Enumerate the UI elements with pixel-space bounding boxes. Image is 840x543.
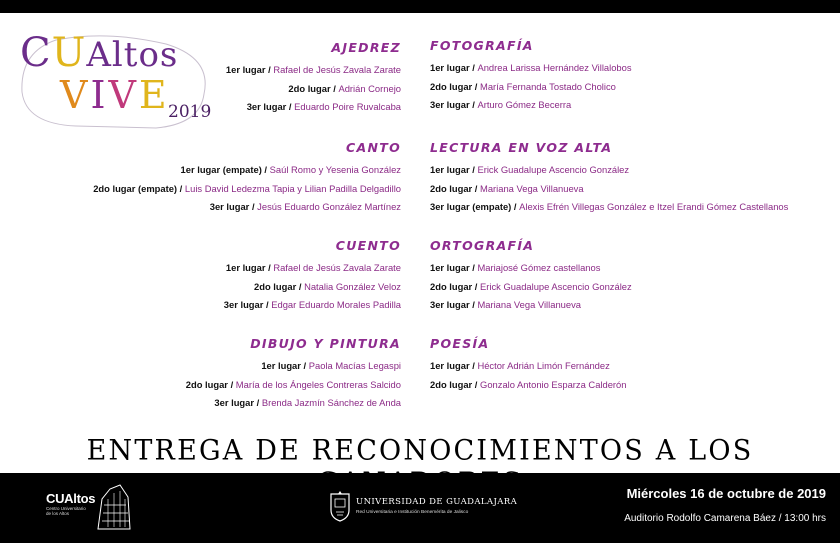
winner-name: Edgar Eduardo Morales Padilla	[271, 299, 401, 310]
logo-cualtos-letter: A	[86, 35, 112, 75]
logo-cualtos-letter: U	[51, 30, 87, 76]
event-date: Miércoles 16 de octubre de 2019	[626, 486, 826, 501]
winner-name: María Fernanda Tostado Cholico	[480, 80, 616, 92]
separator: /	[472, 182, 481, 194]
place-label: 2do lugar	[430, 280, 473, 292]
separator: /	[469, 262, 478, 273]
winner-name: Brenda Jazmín Sánchez de Anda	[261, 397, 401, 408]
place-label: 2do lugar	[185, 378, 228, 390]
place-label: 2do lugar	[430, 80, 473, 92]
winner-name: Luis David Ledezma Tapia y Lilian Padilla Delgadillo	[184, 182, 401, 194]
winner-name: Erick Guadalupe Ascencio González	[477, 164, 630, 175]
place-label: 2do lugar (empate)	[93, 182, 178, 194]
place-label: 1er lugar	[430, 62, 470, 73]
udg-title: UNIVERSIDAD DE GUADALAJARA	[356, 497, 518, 507]
place-label: 3er lugar	[246, 101, 287, 112]
logo-vive-letter: V	[60, 73, 91, 117]
udg-seal-icon	[328, 490, 352, 522]
winner-row	[93, 183, 401, 195]
winner-name: Natalia González Veloz	[304, 280, 401, 292]
place-label: 2do lugar	[288, 82, 331, 94]
place-label: 3er lugar	[209, 201, 250, 212]
winner-row	[430, 281, 632, 293]
building-icon	[94, 479, 134, 535]
place-label: 3er lugar	[430, 99, 470, 110]
place-label: 2do lugar	[430, 378, 473, 390]
winner-row	[186, 379, 401, 391]
winner-name: Paola Macías Legaspi	[308, 360, 401, 371]
place-label: 1er lugar	[430, 262, 470, 273]
winner-row	[430, 183, 584, 195]
winner-name: Rafael de Jesús Zavala Zarate	[273, 64, 401, 75]
category-title: CANTO	[346, 140, 401, 155]
cualtos-footer-logo-text: CUAltos	[46, 491, 96, 506]
winner-row	[224, 299, 401, 311]
winner-name: Alexis Efrén Villegas González e Itzel Erandi Gómez Castellanos	[519, 201, 789, 212]
place-label: 3er lugar	[430, 299, 470, 310]
category-title: FOTOGRAFÍA	[430, 38, 534, 53]
place-label: 3er lugar	[214, 397, 255, 408]
place-label: 3er lugar (empate)	[430, 201, 512, 212]
winner-name: Arturo Gómez Becerra	[477, 99, 572, 110]
winner-row	[430, 62, 632, 74]
cualtos-footer-logo	[46, 491, 95, 516]
winner-row	[430, 99, 571, 111]
place-label: 1er lugar	[430, 164, 470, 175]
footer	[0, 473, 840, 543]
event-venue-time: Auditorio Rodolfo Camarena Báez / 13:00 hrs	[624, 513, 826, 524]
category-title: LECTURA EN VOZ ALTA	[430, 140, 613, 155]
logo-year: 2019	[168, 102, 212, 122]
winner-name: María de los Ángeles Contreras Salcido	[235, 378, 401, 390]
winner-name: Rafael de Jesús Zavala Zarate	[273, 262, 401, 273]
winner-row	[430, 262, 600, 274]
separator: /	[469, 299, 478, 310]
winner-row	[430, 379, 626, 391]
top-bar	[0, 0, 840, 13]
place-label: 1er lugar (empate)	[180, 164, 262, 175]
winner-name: Andrea Larissa Hernández Villalobos	[477, 62, 632, 73]
logo-word-cualtos	[20, 30, 179, 76]
logo-vive-letter: I	[90, 73, 109, 117]
separator: /	[472, 80, 481, 92]
separator: /	[227, 378, 236, 390]
awards-banner: ENTREGA DE RECONOCIMIENTOS A LOS	[86, 434, 754, 467]
winner-name: Mariana Vega Villanueva	[480, 182, 584, 194]
separator: /	[177, 182, 185, 194]
winner-row	[261, 360, 401, 372]
winner-name: Gonzalo Antonio Esparza Calderón	[480, 378, 627, 390]
logo-cualtos-letter: o	[138, 35, 160, 75]
cualtos-footer-logo-subtitle: Centro Universitario de los Altos	[46, 506, 86, 516]
separator: /	[469, 164, 478, 175]
winner-name: Héctor Adrián Limón Fernández	[477, 360, 610, 371]
separator: /	[261, 164, 270, 175]
winner-name: Mariana Vega Villanueva	[477, 299, 581, 310]
winner-name: Erick Guadalupe Ascencio González	[480, 280, 632, 292]
separator: /	[265, 262, 274, 273]
winner-row	[430, 360, 610, 372]
category-title: CUENTO	[335, 238, 401, 253]
separator: /	[330, 82, 339, 94]
separator: /	[254, 397, 262, 408]
category-title: DIBUJO Y PINTURA	[250, 336, 401, 351]
logo-cualtos-letter: t	[123, 35, 139, 75]
winner-name: Adrián Cornejo	[338, 82, 401, 94]
logo-cualtos-letter: l	[111, 35, 124, 75]
separator: /	[472, 378, 481, 390]
winner-row	[430, 201, 788, 213]
separator: /	[265, 64, 274, 75]
winner-row	[430, 164, 629, 176]
category-title: AJEDREZ	[331, 40, 401, 55]
winner-name: Jesús Eduardo González Martínez	[257, 201, 401, 212]
winner-row	[181, 164, 401, 176]
winner-row	[254, 281, 401, 293]
winner-row	[226, 64, 401, 76]
winner-name: Eduardo Poire Ruvalcaba	[294, 101, 401, 112]
place-label: 1er lugar	[430, 360, 470, 371]
winner-name: Saúl Romo y Yesenia González	[269, 164, 401, 175]
cualtos-vive-logo	[16, 32, 216, 132]
logo-vive-letter: E	[138, 73, 170, 117]
place-label: 1er lugar	[225, 262, 266, 273]
separator: /	[296, 280, 305, 292]
winner-row	[210, 201, 401, 213]
separator: /	[469, 62, 478, 73]
logo-cualtos-letter: C	[20, 30, 52, 76]
udg-subtitle: Red Universitaria e Institución Benemérita de Jalisco	[356, 510, 469, 515]
winner-row	[226, 262, 401, 274]
separator: /	[249, 201, 258, 212]
place-label: 2do lugar	[430, 182, 473, 194]
separator: /	[472, 280, 481, 292]
separator: /	[300, 360, 309, 371]
separator: /	[511, 201, 520, 212]
logo-word-vive	[60, 73, 170, 117]
logo-cualtos-letter: s	[159, 35, 179, 75]
separator: /	[469, 360, 478, 371]
separator: /	[286, 101, 295, 112]
place-label: 3er lugar	[223, 299, 264, 310]
logo-vive-letter: V	[108, 73, 139, 117]
place-label: 2do lugar	[254, 280, 297, 292]
winner-row	[430, 81, 616, 93]
winner-row	[247, 101, 401, 113]
place-label: 1er lugar	[261, 360, 301, 371]
winner-name: Mariajosé Gómez castellanos	[477, 262, 601, 273]
winner-row	[214, 397, 401, 409]
category-title: ORTOGRAFÍA	[430, 238, 535, 253]
place-label: 1er lugar	[225, 64, 266, 75]
winner-row	[288, 83, 401, 95]
category-title: POESÍA	[430, 336, 490, 351]
separator: /	[469, 99, 478, 110]
separator: /	[263, 299, 272, 310]
winner-row	[430, 299, 581, 311]
